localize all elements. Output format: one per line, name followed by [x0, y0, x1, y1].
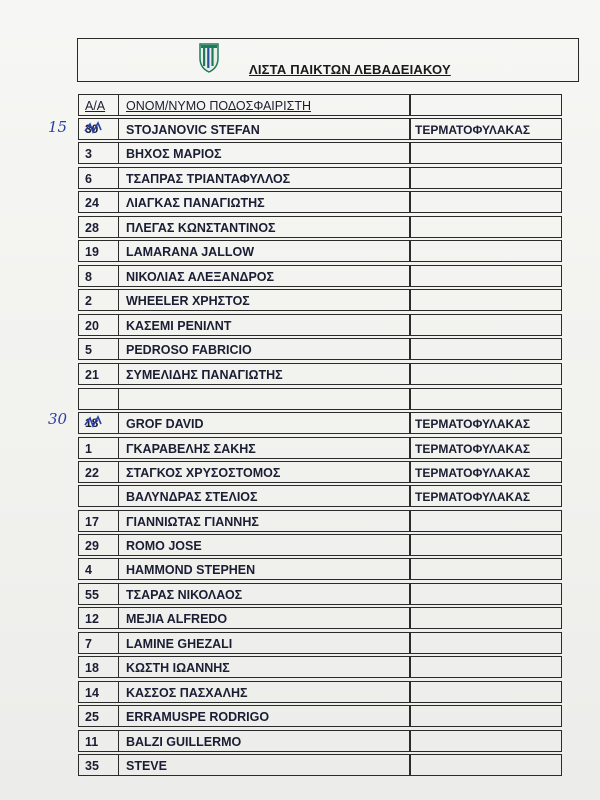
player-position	[410, 656, 562, 678]
player-position	[410, 534, 562, 556]
table-row	[78, 142, 562, 164]
club-crest-icon	[198, 40, 220, 74]
player-position	[410, 167, 562, 189]
player-position	[410, 314, 562, 336]
table-row	[78, 338, 562, 360]
table-row	[78, 705, 562, 727]
player-name: ΚΩΣΤΗ ΙΩΑΝΝΗΣ	[118, 656, 410, 678]
player-position	[410, 363, 562, 385]
scribbled-number-mark	[84, 414, 102, 430]
player-name: ΝΙΚΟΛΙΑΣ ΑΛΕΞΑΝΔΡΟΣ	[118, 265, 410, 287]
player-position	[410, 289, 562, 311]
player-number: 8	[78, 265, 118, 287]
player-number: 3	[78, 142, 118, 164]
player-number: 6	[78, 167, 118, 189]
player-name: ΛΙΑΓΚΑΣ ΠΑΝΑΓΙΩΤΗΣ	[118, 191, 410, 213]
player-number: 29	[78, 534, 118, 556]
player-position	[410, 681, 562, 703]
table-row	[78, 583, 562, 605]
player-number: 14	[78, 681, 118, 703]
player-number: 55	[78, 583, 118, 605]
player-number: 1	[78, 437, 118, 459]
player-name: ΓΚΑΡΑΒΕΛΗΣ ΣΑΚΗΣ	[118, 437, 410, 459]
player-name: ROMO JOSE	[118, 534, 410, 556]
table-header-row	[78, 94, 562, 116]
player-position: ΤΕΡΜΑΤΟΦΥΛΑΚΑΣ	[410, 118, 562, 140]
player-name: ΣΥΜΕΛΙΔΗΣ ΠΑΝΑΓΙΩΤΗΣ	[118, 363, 410, 385]
column-header-number: Α/Α	[78, 94, 118, 116]
player-number: 17	[78, 510, 118, 532]
table-row	[78, 240, 562, 262]
player-position	[410, 191, 562, 213]
table-row	[78, 388, 562, 410]
player-position: ΤΕΡΜΑΤΟΦΥΛΑΚΑΣ	[410, 485, 562, 507]
player-number: 4	[78, 558, 118, 580]
player-number: 5	[78, 338, 118, 360]
player-number: 11	[78, 730, 118, 752]
player-position	[410, 558, 562, 580]
table-row	[78, 118, 562, 140]
player-number: 22	[78, 461, 118, 483]
table-row	[78, 730, 562, 752]
player-position	[410, 730, 562, 752]
player-name	[118, 388, 410, 410]
player-position	[410, 216, 562, 238]
player-name: WHEELER ΧΡΗΣΤΟΣ	[118, 289, 410, 311]
table-row	[78, 216, 562, 238]
player-position: ΤΕΡΜΑΤΟΦΥΛΑΚΑΣ	[410, 412, 562, 434]
player-position: ΤΕΡΜΑΤΟΦΥΛΑΚΑΣ	[410, 461, 562, 483]
player-number: 28	[78, 216, 118, 238]
svg-text:18: 18	[85, 416, 99, 430]
player-number: 2	[78, 289, 118, 311]
player-number: 25	[78, 705, 118, 727]
player-position	[410, 705, 562, 727]
table-row	[78, 558, 562, 580]
table-row	[78, 461, 562, 483]
column-header-position	[410, 94, 562, 116]
page-title: ΛΙΣΤΑ ΠΑΙΚΤΩΝ ΛΕΒΑΔΕΙΑΚΟΥ	[249, 62, 451, 77]
player-number	[78, 485, 118, 507]
table-row	[78, 363, 562, 385]
player-name: ΓΙΑΝΝΙΩΤΑΣ ΓΙΑΝΝΗΣ	[118, 510, 410, 532]
handwritten-note-30: 30	[48, 410, 68, 428]
player-name: PEDROSO FABRICIO	[118, 338, 410, 360]
player-name: HAMMOND STEPHEN	[118, 558, 410, 580]
svg-text:30: 30	[85, 122, 99, 136]
player-number: 7	[78, 632, 118, 654]
player-position	[410, 265, 562, 287]
player-position	[410, 240, 562, 262]
table-row	[78, 167, 562, 189]
table-row	[78, 607, 562, 629]
player-name: ΠΛΕΓΑΣ ΚΩΝΣΤΑΝΤΙΝΟΣ	[118, 216, 410, 238]
table-row	[78, 289, 562, 311]
player-position	[410, 510, 562, 532]
player-name: ΚΑΣΣΟΣ ΠΑΣΧΑΛΗΣ	[118, 681, 410, 703]
player-position	[410, 754, 562, 776]
table-row	[78, 754, 562, 776]
player-number: 24	[78, 191, 118, 213]
table-row	[78, 314, 562, 336]
table-row	[78, 437, 562, 459]
table-row	[78, 485, 562, 507]
player-position: ΤΕΡΜΑΤΟΦΥΛΑΚΑΣ	[410, 437, 562, 459]
player-position	[410, 142, 562, 164]
column-header-name: ΟΝΟΜ/ΝΥΜΟ ΠΟΔΟΣΦΑΙΡΙΣΤΗ	[118, 94, 410, 116]
scribbled-number-mark	[84, 120, 102, 136]
player-name: GROF DAVID	[118, 412, 410, 434]
player-name: ERRAMUSPE RODRIGO	[118, 705, 410, 727]
table-row	[78, 681, 562, 703]
player-name: ΤΣΑΠΡΑΣ ΤΡΙΑΝΤΑΦΥΛΛΟΣ	[118, 167, 410, 189]
player-number	[78, 388, 118, 410]
player-number: 21	[78, 363, 118, 385]
player-number: 19	[78, 240, 118, 262]
player-position	[410, 388, 562, 410]
player-name: STEVE	[118, 754, 410, 776]
player-name: ΤΣΑΡΑΣ ΝΙΚΟΛΑΟΣ	[118, 583, 410, 605]
table-row	[78, 632, 562, 654]
player-number: 35	[78, 754, 118, 776]
player-name: ΒΗΧΟΣ ΜΑΡΙΟΣ	[118, 142, 410, 164]
player-position	[410, 607, 562, 629]
player-name: LAMARANA JALLOW	[118, 240, 410, 262]
player-position	[410, 632, 562, 654]
player-name: LAMINE GHEZALI	[118, 632, 410, 654]
player-name: ΚΑΣΕΜΙ ΡΕΝΙΛΝΤ	[118, 314, 410, 336]
player-name: BALZI GUILLERMO	[118, 730, 410, 752]
player-position	[410, 338, 562, 360]
player-name: MEJIA ALFREDO	[118, 607, 410, 629]
table-row	[78, 191, 562, 213]
player-name: ΒΑΛΥΝΔΡΑΣ ΣΤΕΛΙΟΣ	[118, 485, 410, 507]
table-row	[78, 265, 562, 287]
player-name: STOJANOVIC STEFAN	[118, 118, 410, 140]
handwritten-note-15: 15	[48, 118, 68, 136]
player-number: 20	[78, 314, 118, 336]
table-row	[78, 656, 562, 678]
header-box	[77, 38, 579, 82]
table-row	[78, 510, 562, 532]
player-number: 12	[78, 607, 118, 629]
player-position	[410, 583, 562, 605]
player-name: ΣΤΑΓΚΟΣ ΧΡΥΣΟΣΤΟΜΟΣ	[118, 461, 410, 483]
table-row	[78, 534, 562, 556]
table-row	[78, 412, 562, 434]
player-number: 18	[78, 656, 118, 678]
